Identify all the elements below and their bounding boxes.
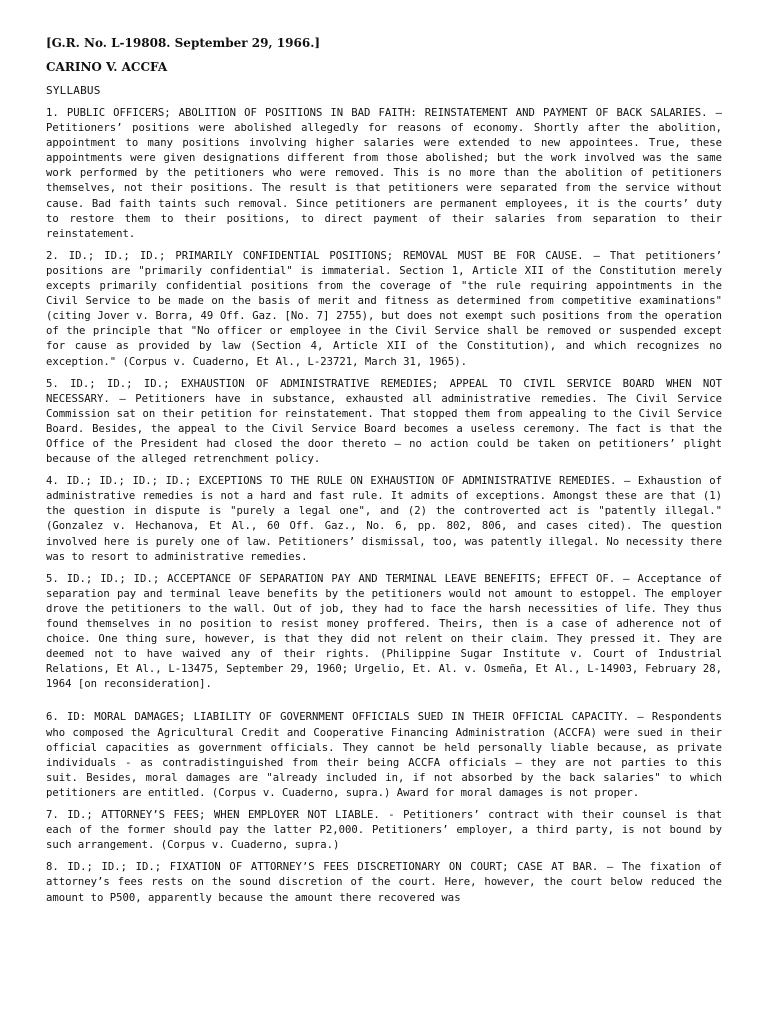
section-heading-syllabus: SYLLABUS [46, 84, 101, 97]
syllabus-paragraph-3: 5. ID.; ID.; ID.; EXHAUSTION OF ADMINISTRATIVE REMEDIES; APPEAL TO CIVIL SERVICE BOARD WHEN NOT NECESSARY. — Petitioners have in substance, exhausted all administrative remedies. The Civil Service Commission sat on their petition for reinstatement. That stopped them from appealing to the Civil Service Board. Besides, the appeal to the Civil Service Board becomes a useless ceremony. The fact is that the Office of the President had closed the door thereto — no action could be taken on petitioners’ plight because of the alleged retrenchment policy. [46, 377, 722, 466]
syllabus-paragraph-8: 8. ID.; ID.; ID.; FIXATION OF ATTORNEY’S FEES DISCRETIONARY ON COURT; CASE AT BAR. — The fixation of attorney’s fees rests on the sound discretion of the court. Here, however, the court below reduced the amount to P500, apparently because the amount there recovered was [46, 861, 722, 904]
syllabus-paragraph-7: 7. ID.; ATTORNEY’S FEES; WHEN EMPLOYER NOT LIABLE. - Petitioners’ contract with their counsel is that each of the former should pay the latter P2,000. Petitioners’ employer, a third party, is not bound by such arrangement. (Corpus v. Cuaderno, supra.) [46, 809, 722, 852]
case-title: CARINO V. ACCFA [46, 60, 168, 74]
case-citation: [G.R. No. L-19808. September 29, 1966.] [46, 36, 321, 50]
syllabus-paragraph-5: 5. ID.; ID.; ID.; ACCEPTANCE OF SEPARATION PAY AND TERMINAL LEAVE BENEFITS; EFFECT OF. — Acceptance of separation pay and terminal leave benefits by the petitioners would not amount to estoppel. The employer drove the petitioners to the wall. Out of job, they had to face the harsh necessities of life. They thus found themselves in no position to resist money proffered. Theirs, then is a case of adherence not of choice. One thing sure, however, is that they did not relent on their claim. They pressed it. They are deemed not to have waived any of their rights. (Philippine Sugar Institute v. Court of Industrial Relations, Et Al., L-13475, September 29, 1960; Urgelio, Et. Al. v. Osmeña, Et Al., L-14903, February 28, 1964 [on reconsideration]. [46, 572, 722, 691]
syllabus-paragraph-6: 6. ID: MORAL DAMAGES; LIABILITY OF GOVERNMENT OFFICIALS SUED IN THEIR OFFICIAL CAPACITY. — Respondents who composed the Agricultural Credit and Cooperative Financing Administration (ACCFA) were sued in their official capacities as government officials. They cannot be held personally liable because, as private individuals - as contradistinguished from their being ACCFA officials — they are not parties to this suit. Besides, moral damages are "already included in, if not absorbed by the back salaries" to which petitioners are entitled. (Corpus v. Cuaderno, supra.) Award for moral damages is not proper. [46, 711, 722, 799]
syllabus-paragraph-4: 4. ID.; ID.; ID.; ID.; EXCEPTIONS TO THE RULE ON EXHAUSTION OF ADMINISTRATIVE REMEDIES. — Exhaustion of administrative remedies is not a hard and fast rule. It admits of exceptions. Amongst these are that (1) the question in dispute is "purely a legal one", and (2) the controverted act is "patently illegal." (Gonzalez v. Hechanova, Et Al., 60 Off. Gaz., No. 6, pp. 802, 806, and cases cited). The question involved here is purely one of law. Petitioners’ dismissal, too, was patently illegal. No necessity there was to resort to administrative remedies. [46, 475, 722, 563]
syllabus-paragraph-1: 1. PUBLIC OFFICERS; ABOLITION OF POSITIONS IN BAD FAITH: REINSTATEMENT AND PAYMENT OF BACK SALARIES. — Petitioners’ positions were abolished allegedly for reasons of economy. Shortly after the abolition, appointment to many positions involving higher salaries were extended to new appointees. True, these appointments were given designations different from those abolished; but the work involved was the same work performed by the petitioners who were removed. This is no more than the abolition of petitioners themselves, not their positions. The result is that petitioners were separated from the service without cause. Bad faith taints such removal. Since petitioners are permanent employees, it is the courts’ duty to restore them to their positions, to direct payment of their salaries from separation to their reinstatement. [46, 107, 722, 240]
syllabus-paragraph-2: 2. ID.; ID.; ID.; PRIMARILY CONFIDENTIAL POSITIONS; REMOVAL MUST BE FOR CAUSE. — That petitioners’ positions are "primarily confidential" is immaterial. Section 1, Article XII of the Constitution merely excepts primarily confidential positions from the coverage of "the rule requiring appointments in the Civil Service to be made on the basis of merit and fitness as determined from competitive examinations" (citing Jover v. Borra, 49 Off. Gaz. [No. 7] 2755), but does not exempt such positions from the operation of the principle that "No officer or employee in the Civil Service shall be removed or suspended except for cause as provided by law (Section 4, Article XII of the Constitution), and which recognizes no exception." (Corpus v. Cuaderno, Et Al., L-23721, March 31, 1965). [46, 249, 722, 368]
